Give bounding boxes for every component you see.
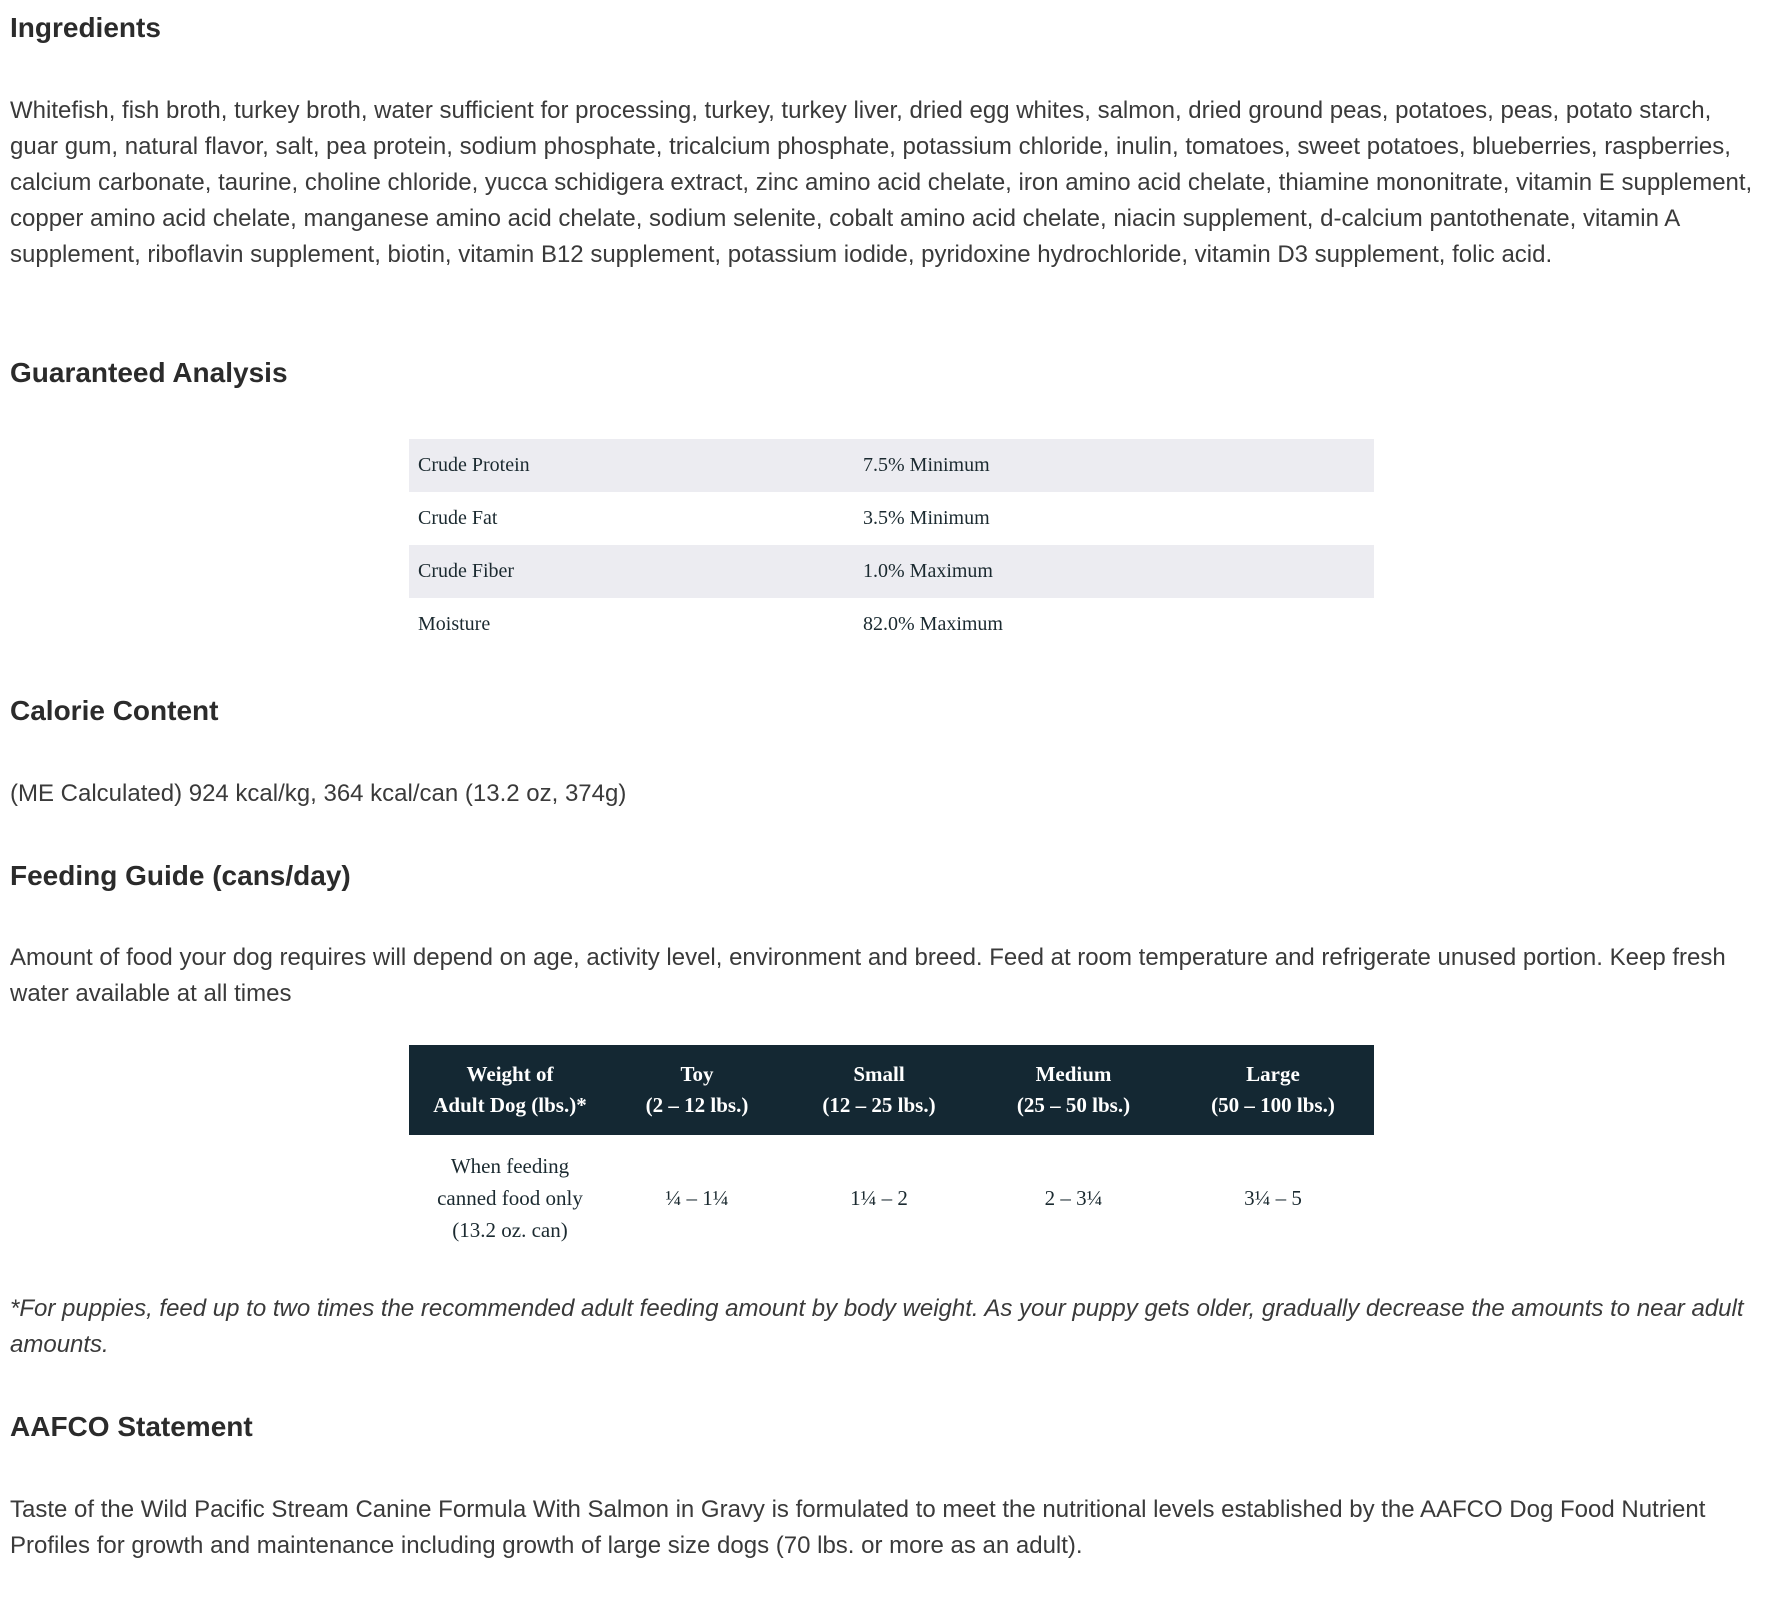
calorie-content-text: (ME Calculated) 924 kcal/kg, 364 kcal/can (13.2 oz, 374g)	[10, 780, 627, 807]
table-row	[409, 492, 1374, 545]
nutrient-value: 7.5% Minimum	[863, 439, 1374, 492]
column-header-large: Large (50 – 100 lbs.)	[1172, 1045, 1374, 1135]
column-header-small: Small (12 – 25 lbs.)	[783, 1045, 975, 1135]
feeding-guide-text: Amount of food your dog requires will depend on age, activity level, environment and breed. Feed at room temperature and refrigerate unused portion. Keep fresh water available at all times	[10, 944, 1726, 1007]
nutrient-name: Crude Fiber	[409, 545, 863, 598]
table-row	[409, 1135, 1374, 1261]
ingredients-heading: Ingredients	[10, 12, 161, 43]
ingredients-text: Whitefish, fish broth, turkey broth, water sufficient for processing, turkey, turkey liver, dried egg whites, salmon, dried ground peas, potatoes, peas, potato starch, guar gum, natural flavor, salt, pea protein, sodium phosphate, tricalcium phosphate, potassium chloride, inulin, tomatoes, sweet potatoes, blueberries, raspberries, calcium carbonate, taurine, choline chloride, yucca schidigera extract, zinc amino acid chelate, iron amino acid chelate, thiamine mononitrate, vitamin E supplement, copper amino acid chelate, manganese amino acid chelate, sodium selenite, cobalt amino acid chelate, niacin supplement, d-calcium pantothenate, vitamin A supplement, riboflavin supplement, biotin, vitamin B12 supplement, potassium iodide, pyridoxine hydrochloride, vitamin D3 supplement, folic acid.	[10, 97, 1753, 268]
nutrient-value: 3.5% Minimum	[863, 507, 990, 529]
table-row	[409, 598, 1374, 651]
column-header-weight: Weight of Adult Dog (lbs.)*	[409, 1045, 611, 1135]
feeding-guide-table	[409, 1045, 1374, 1261]
feeding-guide-heading: Feeding Guide (cans/day)	[10, 860, 351, 891]
feeding-amount-large: 3¼ – 5	[1244, 1186, 1302, 1210]
column-header-medium: Medium (25 – 50 lbs.)	[975, 1045, 1172, 1135]
row-label: When feeding canned food only (13.2 oz. can)	[437, 1154, 583, 1242]
guaranteed-analysis-heading: Guaranteed Analysis	[10, 357, 288, 388]
calorie-content-heading: Calorie Content	[10, 695, 219, 726]
table-row	[409, 439, 1374, 492]
puppy-feeding-note: *For puppies, feed up to two times the recommended adult feeding amount by body weight. As your puppy gets older, gradually decrease the amounts to near adult amounts.	[10, 1295, 1744, 1358]
nutrient-name: Moisture	[418, 613, 491, 635]
feeding-amount-medium: 2 – 3¼	[1044, 1186, 1103, 1210]
nutrient-value: 1.0% Maximum	[863, 545, 1374, 598]
table-header-row	[409, 1045, 1374, 1135]
aafco-statement-heading: AAFCO Statement	[10, 1411, 253, 1442]
nutrient-name: Crude Fat	[418, 507, 498, 529]
guaranteed-analysis-table	[409, 439, 1374, 651]
feeding-amount-toy: ¼ – 1¼	[665, 1186, 729, 1210]
column-header-toy: Toy (2 – 12 lbs.)	[611, 1045, 783, 1135]
table-row	[409, 545, 1374, 598]
feeding-amount-small: 1¼ – 2	[850, 1186, 908, 1210]
nutrient-name: Crude Protein	[409, 439, 863, 492]
nutrient-value: 82.0% Maximum	[863, 613, 1003, 635]
aafco-statement-text: Taste of the Wild Pacific Stream Canine Formula With Salmon in Gravy is formulated to meet the nutritional levels established by the AAFCO Dog Food Nutrient Profiles for growth and maintenance including growth of large size dogs (70 lbs. or more as an adult).	[10, 1496, 1706, 1559]
